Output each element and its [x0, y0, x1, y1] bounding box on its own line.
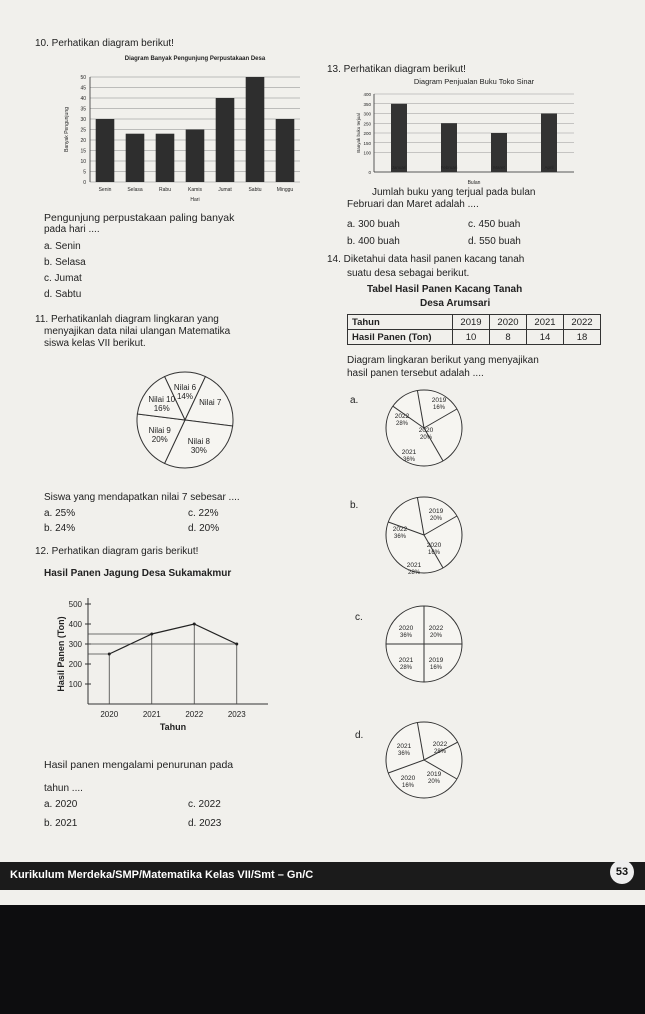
slice-label: 2020	[426, 542, 442, 549]
y-tick-label: 45	[80, 85, 86, 92]
table-header-cell: 2019	[453, 315, 490, 330]
q11-line2: menyajikan data nilai ulangan Matematika	[44, 326, 231, 337]
bar	[186, 130, 205, 183]
slice-label: 2020	[398, 625, 414, 632]
slice-percent: 16%	[432, 405, 446, 411]
x-tick-label: 2023	[227, 710, 246, 719]
slice-label: 2022	[392, 526, 408, 533]
slice-label: 2021	[396, 743, 412, 750]
slice-percent: 36%	[402, 457, 416, 463]
q14-table-title2: Desa Arumsari	[420, 298, 491, 309]
bar	[391, 104, 407, 172]
y-tick-label: 100	[363, 150, 371, 156]
q12-question-line1: Hasil panen mengalami penurunan pada	[44, 759, 234, 771]
q10-question-line2: pada hari ....	[44, 224, 100, 235]
y-tick-label: 300	[68, 640, 82, 649]
slice-label: 2019	[431, 397, 447, 404]
chart-title: Diagram Banyak Pengunjung Perpustakaan Desa	[124, 56, 266, 62]
data-point	[150, 633, 153, 636]
q11-line1: 11. Perhatikanlah diagram lingkaran yang	[35, 314, 219, 325]
q12-question-line2: tahun ....	[44, 783, 83, 794]
y-tick-label: 400	[363, 92, 371, 97]
q14-option-d[interactable]: d.	[355, 730, 364, 741]
slice-percent: 16%	[427, 550, 441, 556]
data-point	[235, 643, 238, 646]
x-axis-label: Bulan	[467, 180, 481, 186]
y-tick-label: 250	[363, 121, 371, 127]
q13-question-line1: Jumlah buku yang terjual pada bulan	[372, 187, 536, 198]
table-cell: 18	[564, 330, 601, 345]
y-tick-label: 0	[368, 170, 371, 175]
y-tick-label: 15	[80, 148, 86, 155]
q13-title: 13. Perhatikan diagram berikut!	[327, 64, 466, 75]
x-tick-label: Sabtu	[248, 187, 262, 193]
x-tick-label: Rabu	[159, 187, 171, 193]
slice-percent: 20%	[151, 434, 168, 444]
bar	[126, 134, 145, 182]
y-tick-label: 30	[80, 117, 86, 123]
slice-label: 2019	[428, 657, 444, 664]
y-tick-label: 200	[68, 660, 82, 669]
table-header-cell: 2021	[527, 315, 564, 330]
table-header-cell: 2022	[564, 315, 601, 330]
table-cell: 10	[453, 330, 490, 345]
slice-label: 2020	[418, 427, 434, 434]
slice-label: 2021	[401, 449, 417, 456]
x-tick-label: Jumat	[218, 187, 232, 193]
slice-label: 2022	[432, 741, 448, 748]
y-tick-label: 500	[68, 600, 82, 609]
y-tick-label: 20	[80, 138, 86, 144]
table-row	[348, 330, 601, 345]
q10-option-c[interactable]: c. Jumat	[44, 273, 82, 284]
slice-percent: 28%	[395, 421, 409, 427]
q11-option-c[interactable]: c. 22%	[188, 508, 219, 519]
q14-question-line1: Diagram lingkaran berikut yang menyajikan	[347, 355, 539, 366]
x-tick-label: 2020	[100, 710, 119, 719]
table-header-cell: Tahun	[348, 315, 453, 330]
slice-percent: 20%	[427, 779, 441, 785]
q10-option-a[interactable]: a. Senin	[44, 241, 81, 252]
book-sales-bar-chart	[340, 76, 580, 191]
data-point	[193, 623, 196, 626]
q14-table-title1: Tabel Hasil Panen Kacang Tanah	[367, 284, 523, 295]
x-tick-label: Februari	[440, 165, 458, 170]
y-tick-label: 50	[80, 75, 86, 81]
pie-option-d[interactable]	[384, 720, 464, 800]
y-axis-label: Hasil Panen (Ton)	[56, 616, 66, 692]
x-tick-label: 2022	[185, 710, 204, 719]
slice-percent: 36%	[399, 633, 413, 639]
q13-option-d[interactable]: d. 550 buah	[468, 236, 521, 247]
slice-label: Nilai 7	[199, 398, 222, 408]
pie-option-c[interactable]	[384, 604, 464, 684]
x-tick-label: April	[544, 165, 554, 170]
bar	[246, 77, 265, 182]
table-cell: 14	[527, 330, 564, 345]
slice-label: 2020	[400, 775, 416, 782]
data-point	[108, 653, 111, 656]
y-tick-label: 0	[83, 180, 86, 186]
y-tick-label: 400	[68, 620, 82, 629]
q14-option-c[interactable]: c.	[355, 612, 363, 623]
q13-question-line2: Februari dan Maret adalah ....	[347, 199, 479, 210]
table-row-label: Hasil Panen (Ton)	[348, 330, 453, 345]
q10-title: 10. Perhatikan diagram berikut!	[35, 38, 174, 49]
library-visitors-bar-chart	[60, 52, 320, 212]
math-scores-pie-chart	[130, 368, 250, 478]
y-tick-label: 40	[80, 96, 86, 102]
x-tick-label: Kamis	[188, 187, 202, 193]
slice-percent: 20%	[429, 633, 443, 639]
q12-title: 12. Perhatikan diagram garis berikut!	[35, 546, 199, 557]
q14-option-a[interactable]: a.	[350, 395, 359, 406]
y-tick-label: 5	[83, 169, 86, 176]
slice-label: Nilai 9	[148, 425, 171, 435]
x-tick-label: Selasa	[127, 187, 143, 193]
slice-label: 2022	[428, 625, 444, 632]
slice-label: Nilai 8	[187, 437, 210, 447]
x-tick-label: 2021	[142, 710, 161, 719]
slice-percent: 16%	[401, 783, 415, 789]
slice-percent: 16%	[429, 665, 443, 671]
q12-chart-title: Hasil Panen Jagung Desa Sukamakmur	[44, 568, 232, 579]
y-tick-label: 10	[80, 159, 86, 165]
slice-percent: 28%	[407, 570, 421, 576]
table-row	[348, 315, 601, 330]
q12-option-d[interactable]: d. 2023	[188, 818, 222, 829]
slice-percent: 28%	[399, 665, 413, 671]
x-tick-label: Januari	[391, 165, 407, 170]
q12-option-c[interactable]: c. 2022	[188, 799, 221, 810]
corn-harvest-line-chart	[50, 590, 270, 750]
slice-percent: 14%	[176, 392, 194, 402]
table-header-cell: 2020	[490, 315, 527, 330]
y-tick-label: 100	[68, 680, 82, 689]
y-tick-label: 300	[363, 111, 371, 117]
background-shadow	[0, 905, 645, 1014]
q11-option-d[interactable]: d. 20%	[188, 523, 220, 534]
q14-question-line2: hasil panen tersebut adalah ....	[347, 368, 484, 379]
table-cell: 8	[490, 330, 527, 345]
q12-option-b[interactable]: b. 2021	[44, 818, 78, 829]
chart-title: Diagram Penjualan Buku Toko Sinar	[413, 77, 535, 86]
slice-label: 2021	[406, 562, 422, 569]
slice-label: Nilai 10	[148, 395, 176, 405]
x-tick-label: Maret	[493, 165, 505, 170]
q13-option-b[interactable]: b. 400 buah	[347, 236, 400, 247]
bar	[276, 119, 295, 182]
y-tick-label: 200	[363, 131, 371, 136]
q13-option-c[interactable]: c. 450 buah	[468, 219, 521, 230]
slice-percent: 30%	[190, 446, 207, 456]
q11-line3: siswa kelas VII berikut.	[44, 338, 146, 349]
slice-label: 2019	[428, 508, 444, 515]
slice-percent: 36%	[393, 534, 407, 540]
q13-option-a[interactable]: a. 300 buah	[347, 219, 400, 230]
footer-text: Kurikulum Merdeka/SMP/Matematika Kelas VII/Smt – Gn/C	[10, 869, 314, 881]
series-line	[109, 624, 237, 654]
q10-question-line1: Pengunjung perpustakaan paling banyak	[44, 212, 235, 224]
slice-percent: 16%	[153, 404, 170, 414]
q14-option-b[interactable]: b.	[350, 500, 359, 511]
slice-label: 2019	[426, 771, 442, 778]
slice-percent: 20%	[419, 435, 433, 441]
page-number: 53	[610, 860, 634, 884]
slice-label: Nilai 6	[173, 383, 197, 393]
pie-option-b[interactable]	[384, 495, 464, 575]
harvest-table	[347, 314, 601, 345]
q12-option-a[interactable]: a. 2020	[44, 799, 78, 810]
bar	[216, 98, 235, 182]
q11-question: Siswa yang mendapatkan nilai 7 sebesar ....	[44, 492, 240, 503]
q10-option-b[interactable]: b. Selasa	[44, 257, 86, 268]
slice-label: 2021	[398, 657, 414, 664]
q14-line1: 14. Diketahui data hasil panen kacang tanah	[327, 254, 525, 265]
slice-percent: 20%	[429, 516, 443, 522]
bar	[156, 134, 175, 182]
y-axis-label: Banyak buku terjual	[356, 113, 361, 153]
bar	[96, 119, 115, 182]
slice-percent: 28%	[433, 749, 447, 755]
y-axis-label: Banyak Pengunjung	[64, 107, 70, 152]
bar	[541, 114, 557, 173]
x-axis-label: Hari	[190, 197, 200, 203]
q10-option-d[interactable]: d. Sabtu	[44, 289, 82, 300]
x-tick-label: Minggu	[276, 187, 294, 193]
slice-percent: 36%	[397, 751, 411, 757]
q14-line2: suatu desa sebagai berikut.	[347, 268, 470, 279]
slice-label: 2022	[394, 413, 410, 420]
y-tick-label: 350	[363, 101, 371, 107]
x-tick-label: Senin	[98, 187, 112, 193]
pie-option-a[interactable]	[384, 388, 464, 468]
q11-option-a[interactable]: a. 25%	[44, 508, 76, 519]
y-tick-label: 35	[80, 106, 86, 113]
y-tick-label: 25	[80, 127, 86, 134]
q11-option-b[interactable]: b. 24%	[44, 523, 76, 534]
y-tick-label: 150	[363, 140, 371, 146]
x-axis-label: Tahun	[159, 722, 187, 732]
